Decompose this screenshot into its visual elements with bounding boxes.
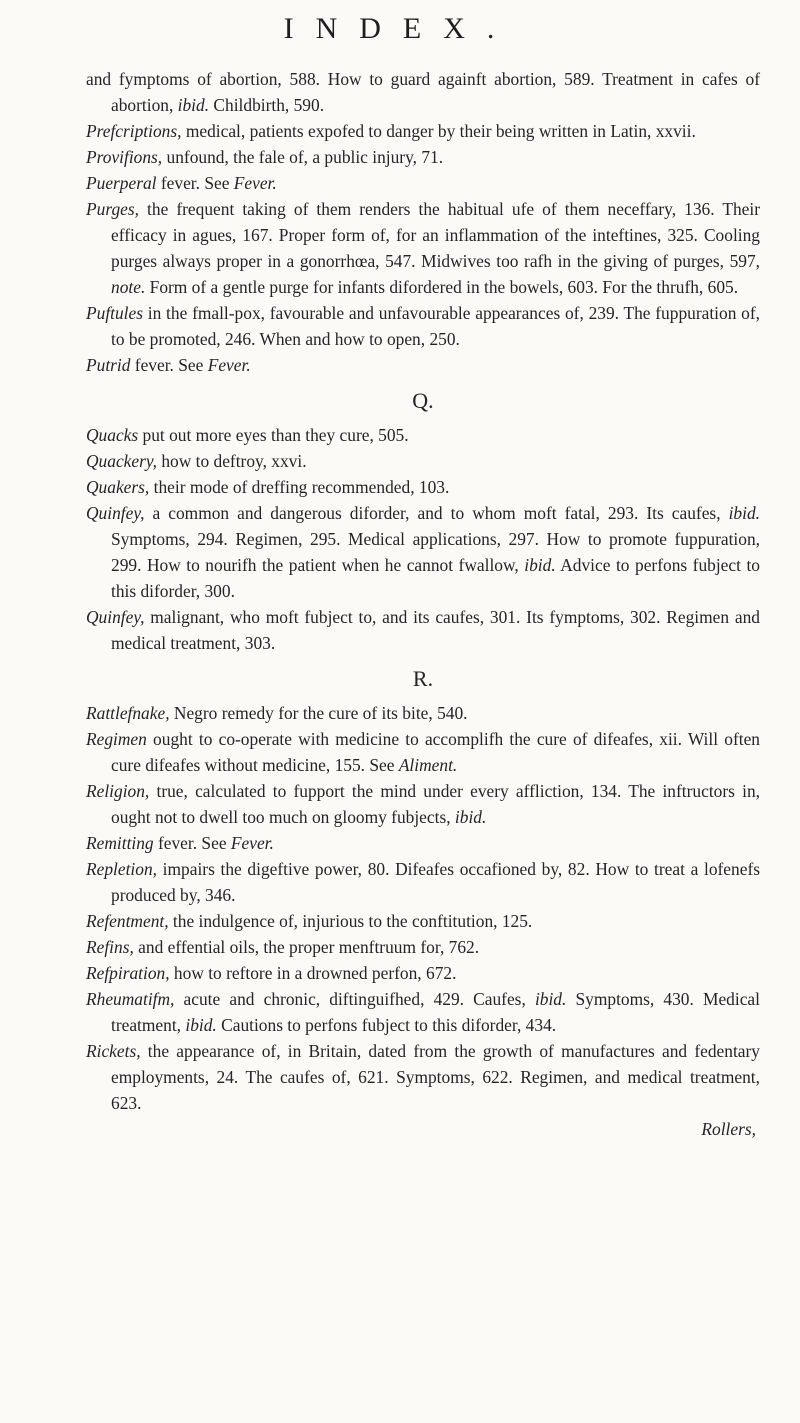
index-entry <box>86 1038 760 1116</box>
entry-text: Form of a gentle purge for infants difordered in the bowels, 603. For the thrufh, 605. <box>145 277 739 297</box>
entries-r <box>86 700 760 1116</box>
entry-text: unfound, the fale of, a public injury, 71. <box>162 147 444 167</box>
entry-ref: Fever. <box>230 833 274 853</box>
entry-text: ought to co-operate with medicine to accomplifh the cure of difeafes, xii. Will often cure difeafes without medicine, 155. See <box>111 729 760 775</box>
entry-term: Quinfey, <box>86 503 145 523</box>
entry-text: how to deftroy, xxvi. <box>156 451 307 471</box>
entry-term: Prefcriptions, <box>86 121 182 141</box>
entry-term: Puftules <box>86 303 143 323</box>
entry-term: Refentment, <box>86 911 169 931</box>
entry-term: Putrid <box>86 355 131 375</box>
entry-text: Childbirth, 590. <box>209 95 325 115</box>
entry-term: Rickets, <box>86 1041 141 1061</box>
index-entry <box>86 422 760 448</box>
entry-term: Puerperal <box>86 173 157 193</box>
index-content <box>86 66 760 1142</box>
index-entry <box>86 300 760 352</box>
entry-text: Symptoms, 430. Medical treatment, <box>111 989 760 1035</box>
page-header: INDEX. <box>283 12 517 45</box>
entry-text: Cautions to perfons fubject to this diforder, 434. <box>216 1015 557 1035</box>
index-entry <box>86 196 760 300</box>
entry-term: Remitting <box>86 833 154 853</box>
entry-ref: ibid. <box>524 555 556 575</box>
index-entry <box>86 500 760 604</box>
entry-ref: Fever. <box>207 355 251 375</box>
entry-term: Repletion, <box>86 859 157 879</box>
index-entry <box>86 66 760 118</box>
entry-term: Refins, <box>86 937 134 957</box>
entry-ref: ibid. <box>185 1015 217 1035</box>
entry-term: Regimen <box>86 729 147 749</box>
index-entry <box>86 778 760 830</box>
index-entry <box>86 118 760 144</box>
entry-ref: Fever. <box>233 173 277 193</box>
entry-text: Advice to perfons fubject to this diforder, 300. <box>111 555 760 601</box>
entry-text: put out more eyes than they cure, 505. <box>138 425 409 445</box>
index-entry <box>86 726 760 778</box>
index-entry <box>86 352 760 378</box>
entry-text: and fymptoms of abortion, 588. How to guard againft abortion, 589. Treatment in cafes of abortion, <box>86 69 760 115</box>
entry-text: their mode of dreffing recommended, 103. <box>149 477 450 497</box>
index-entry <box>86 986 760 1038</box>
entry-text: fever. See <box>153 833 231 853</box>
index-entry <box>86 908 760 934</box>
entry-term: Purges, <box>86 199 139 219</box>
index-entry <box>86 474 760 500</box>
section-letter-q: Q. <box>412 388 434 413</box>
entry-ref: Aliment. <box>398 755 458 775</box>
entry-term: Religion, <box>86 781 150 801</box>
entry-text: malignant, who moft fubject to, and its caufes, 301. Its fymptoms, 302. Regimen and medical treatment, 303. <box>111 607 760 653</box>
entry-term: Quakers, <box>86 477 150 497</box>
entries-p <box>86 66 760 378</box>
entry-text: the frequent taking of them renders the habitual ufe of them neceffary, 136. Their efficacy in agues, 167. Proper form of, for an inflammation of the inteftines, 325. Cooling purges always proper in a gonorrhœa, 547. Midwives too rafh in the giving of purges, 597, <box>111 199 760 271</box>
entry-ref: ibid. <box>728 503 760 523</box>
entry-term: Provifions, <box>86 147 163 167</box>
entry-term: Quinfey, <box>86 607 145 627</box>
entry-term: Refpiration, <box>86 963 170 983</box>
entry-ref: ibid. <box>534 989 567 1009</box>
index-entry <box>86 856 760 908</box>
entry-text: the indulgence of, injurious to the conftitution, 125. <box>168 911 533 931</box>
entry-text: how to reftore in a drowned perfon, 672. <box>169 963 457 983</box>
entry-term: Rattlefnake, <box>86 703 170 723</box>
entry-text: and effential oils, the proper menftruum for, 762. <box>133 937 480 957</box>
entry-text: Symptoms, 294. Regimen, 295. Medical applications, 297. How to promote fuppuration, 299. How to nourifh the patient when he cannot fwallow, <box>111 529 760 575</box>
entry-term: Quacks <box>86 425 139 445</box>
index-entry <box>86 170 760 196</box>
index-entry <box>86 448 760 474</box>
entry-text: the appearance of, in Britain, dated from the growth of manufactures and fedentary employments, 24. The caufes of, 621. Symptoms, 622. Regimen, and medical treatment, 623. <box>111 1041 760 1113</box>
entry-text: in the fmall-pox, favourable and unfavourable appearances of, 239. The fuppuration of, to be promoted, 246. When and how to open, 250. <box>111 303 760 349</box>
entry-ref: ibid. <box>454 807 487 827</box>
entry-text: a common and dangerous diforder, and to whom moft fatal, 293. Its caufes, <box>144 503 729 523</box>
index-entry <box>86 934 760 960</box>
index-entry <box>86 604 760 656</box>
entry-ref: ibid. <box>177 95 210 115</box>
index-entry <box>86 960 760 986</box>
entry-term: Quackery, <box>86 451 157 471</box>
section-letter-r: R. <box>412 666 434 691</box>
entry-text: Negro remedy for the cure of its bite, 540. <box>169 703 468 723</box>
entry-text: fever. See <box>156 173 234 193</box>
entry-text: fever. See <box>130 355 208 375</box>
entry-text: medical, patients expofed to danger by their being written in Latin, xxvii. <box>181 121 696 141</box>
entry-text: impairs the digeftive power, 80. Difeafes occafioned by, 82. How to treat a lofenefs produced by, 346. <box>111 859 760 905</box>
entry-text: true, calculated to fupport the mind under every affliction, 134. The inftructors in, ought not to dwell too much on gloomy fubjects, <box>111 781 760 827</box>
catchword: Rollers, <box>701 1119 756 1139</box>
entry-ref: note. <box>111 277 146 297</box>
entry-text: acute and chronic, diftinguifhed, 429. Caufes, <box>174 989 535 1009</box>
index-entry <box>86 830 760 856</box>
index-entry <box>86 144 760 170</box>
entries-q <box>86 422 760 656</box>
index-entry <box>86 700 760 726</box>
entry-term: Rheumatifm, <box>86 989 175 1009</box>
